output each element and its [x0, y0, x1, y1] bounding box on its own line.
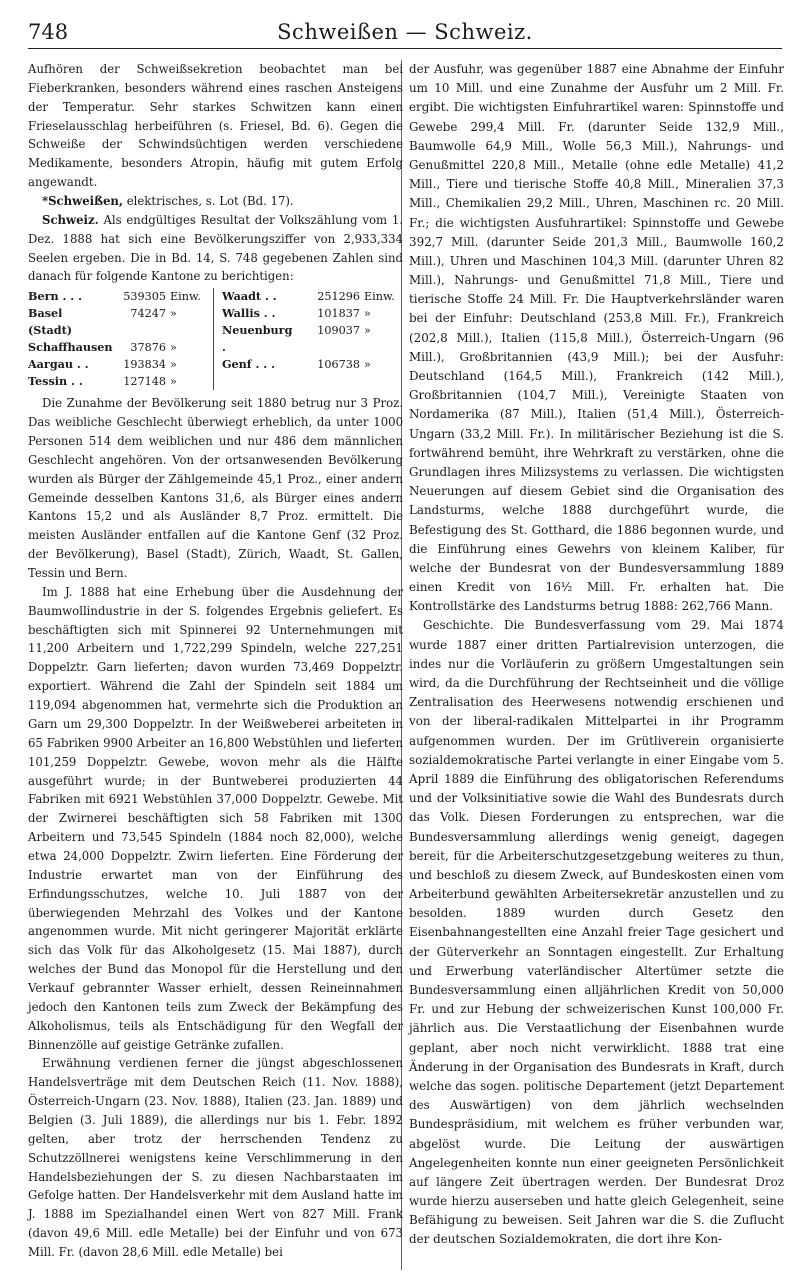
canton-population: 193834 [123, 358, 166, 372]
table-row [28, 373, 209, 390]
canton-name: Schaffhausen [28, 340, 113, 355]
paragraph [28, 211, 403, 286]
table-row [222, 305, 403, 322]
paragraph: Aufhören der Schweißsekretion beobachtet man bei Fieberkranken, besonders während eines raschen Ansteigens der Temperatur. Sehr starkes Schwitzen kann einen Frieselausschlag herbeiführen (s. Friesel, Bd. 6). Gegen die Schweiße der Schwindsüchtigen werden verschiedene Medikamente, besonders Atropin, häufig mit gutem Erfolg angewandt. [28, 62, 403, 190]
unit: » [364, 307, 371, 321]
unit: » [170, 358, 177, 372]
page-number: 748 [28, 20, 69, 44]
paragraph: der Ausfuhr, was gegenüber 1887 eine Abnahme der Einfuhr um 10 Mill. und eine Zunahme der Ausfuhr um 2 Mill. Fr. ergibt. Die wichtigsten Einfuhrartikel waren: Spinnstoffe und Gewebe 299,4 Mill. Fr. (darunter Seide 132,9 Mill., Baumwolle 64,9 Mill., Wolle 56,3 Mill.), Nahrungs- und Genußmittel 220,8 Mill., Metalle (ohne edle Metalle) 41,2 Mill., Tiere und tierische Stoffe 40,8 Mill., Mineralien 37,3 Mill., Chemikalien 29,2 Mill., Uhren, Maschinen rc. 20 Mill. Fr.; die wichtigsten Ausfuhrartikel: Spinnstoffe und Gewebe 392,7 Mill. (darunter Seide 201,3 Mill., Baumwolle 160,2 Mill.), Uhren und Maschinen 104,3 Mill. (darunter Uhren 82 Mill.), Nahrungs- und Genußmittel 71,8 Mill., Tiere und tierische Stoffe 24 Mill. Fr. Die Hauptverkehrsländer waren bei der Einfuhr: Deutschland (253,8 Mill. Fr.), Frankreich (202,8 Mill.), Italien (115,8 Mill.), Österreich-Ungarn (96 Mill.), Großbritannien (43,9 Mill.); bei der Ausfuhr: Deutschland (164,5 Mill.), Frankreich (142 Mill.), Großbritannien (104,7 Mill.), Vereinigte Staaten von Nordamerika (87 Mill.), Italien (51,4 Mill.), Österreich-Ungarn (33,2 Mill. Fr.). In militärischer Beziehung ist die S. fortwährend bemüht, ihre Wehrkraft zu verstärken, ohne die Grundlagen ihres Milizsystems zu verlassen. Die wichtigsten Neuerungen auf diesem Gebiet sind die Organisation des Landsturms, welche 1888 durchgeführt wurde, die Befestigung des St. Gotthard, die 1886 begonnen wurde, und die Einführung eines Gewehrs von kleinem Kaliber, für welche der Bundesrat von der Bundesversammlung 1889 einen Kredit von 16½ Mill. Fr. erhalten hat. Die Kontrollstärke des Landsturms betrug 1888: 262,766 Mann. [409, 62, 784, 614]
canton-population: 539305 [123, 290, 166, 304]
right-column [409, 60, 784, 1250]
paragraph-text: elektrisches, s. Lot (Bd. 17). [123, 194, 294, 209]
unit: » [364, 358, 371, 372]
canton-population: 127148 [123, 375, 166, 389]
canton-population: 251296 [317, 290, 360, 304]
entry-heading: *Schweißen, [42, 194, 123, 209]
canton-name: Wallis . . [222, 306, 276, 321]
canton-population: 74247 [130, 307, 166, 321]
running-title: Schweißen — Schweiz. [277, 20, 533, 44]
left-column [28, 60, 403, 1262]
canton-name: Genf . . . [222, 357, 275, 372]
canton-name: Aargau . . [28, 357, 89, 372]
unit: Einw. [364, 290, 395, 304]
canton-population: 109037 [317, 324, 360, 338]
canton-population: 37876 [130, 341, 166, 355]
entry-heading: Schweiz. [42, 212, 99, 227]
unit: » [364, 324, 371, 338]
paragraph: Geschichte. Die Bundesverfassung vom 29. Mai 1874 wurde 1887 einer dritten Partialrevision unterzogen, die indes nur die Vorläuferin zu größern Umgestaltungen sein wird, da die Durchführung der Rechtseinheit und die völlige Zentralisation des Heerwesens notwendig erschienen und von der liberal-radikalen Mittelpartei in ihr Programm aufgenommen wurden. Der im Grütliverein organisierte sozialdemokratische Partei verlangte in einer Eingabe vom 5. April 1889 die Einführung des obligatorischen Referendums und der Volksinitiative sowie die Wahl des Bundesrats durch das Volk. Diesen Forderungen zu entsprechen, war die Bundesversammlung allerdings wenig geneigt, dagegen bereit, für die Arbeiterschutzgesetzgebung weiteres zu thun, und beschloß zu diesem Zweck, auf Bundeskosten einen vom Arbeiterbund gewählten Arbeitersekretär anzustellen und zu besolden. 1889 wurden durch Gesetz den Eisenbahnangestellten eine Anzahl freier Tage gesichert und der Güterverkehr an Sonntagen eingestellt. Zur Erhaltung und Erwerbung vaterländischer Altertümer setzte die Bundesversammlung einen alljährlichen Kredit von 50,000 Fr. und zur Hebung der schweizerischen Kunst 100,000 Fr. jährlich aus. Die Verstaatlichung der Eisenbahnen wurde geplant, aber noch nicht verwirklicht. 1888 trat eine Änderung in der Organisation des Bundesrats in Kraft, durch welche das sogen. politische Departement (jetzt Departement des Auswärtigen) von dem jährlich wechselnden Bundespräsidium, mit welchem es früher verbunden war, abgelöst wurde. Die Leitung der auswärtigen Angelegenheiten konnte nun einer geeigneten Persönlichkeit auf längere Zeit übertragen werden. Der Bundesrat Droz wurde hierzu auserseben und hatte gleich Gelegenheit, seine Befähigung zu beweisen. Seit Jahren war die S. die Zuflucht der deutschen Sozialdemokraten, die dort ihre Kon- [409, 618, 784, 1247]
table-column [28, 288, 214, 390]
page-header [28, 14, 782, 49]
canton-name: Neuenburg . [222, 323, 293, 355]
paragraph: Die Zunahme der Bevölkerung seit 1880 betrug nur 3 Proz. Das weibliche Geschlecht überwiegt erheblich, da unter 1000 Personen 514 dem weiblichen und nur 486 dem männlichen Geschlecht angehören. Von der ortsanwesenden Bevölkerung wurden als Bürger der Zählgemeinde 45,1 Proz., einer andern Gemeinde desselben Kantons 31,6, als Bürger eines andern Kantons 15,2 und als Ausländer 8,7 Proz. ermittelt. Die meisten Ausländer entfallen auf die Kantone Genf (32 Proz. der Bevölkerung), Basel (Stadt), Zürich, Waadt, St. Gallen, Tessin und Bern. [28, 396, 403, 581]
canton-name: Tessin . . [28, 374, 83, 389]
table-row [28, 288, 209, 305]
table-row [28, 305, 209, 339]
table-row [28, 356, 209, 373]
canton-population: 106738 [317, 358, 360, 372]
unit: » [170, 307, 177, 321]
paragraph-text: Als endgültiges Resultat der Volkszählung vom 1. Dez. 1888 hat sich eine Bevölkerungsziffer von 2,933,334 Seelen ergeben. Die in Bd. 14, S. 748 gegebenen Zahlen sind danach für folgende Kantone zu berichtigen: [28, 212, 403, 284]
table-row [222, 356, 403, 373]
canton-name: Bern . . . [28, 289, 82, 304]
paragraph: Erwähnung verdienen ferner die jüngst abgeschlossenen Handelsverträge mit dem Deutschen Reich (11. Nov. 1888), Österreich-Ungarn (23. Nov. 1888), Italien (23. Jan. 1889) und Belgien (3. Juli 1889), die allerdings nur bis 1. Febr. 1892 gelten, aber trotz der herrschenden Tendenz zu Schutzzöllnerei wenigstens keine Verschlimmerung in den Handelsbeziehungen der S. zu diesen Nachbarstaaten im Gefolge hatten. Der Handelsverkehr mit dem Ausland hatte im J. 1888 im Spezialhandel einen Wert von 827 Mill. Frank (davon 49,6 Mill. edle Metalle) bei der Einfuhr und von 673 Mill. Fr. (davon 28,6 Mill. edle Metalle) bei [28, 1056, 403, 1259]
canton-population: 101837 [317, 307, 360, 321]
population-table [28, 288, 403, 390]
table-row [222, 322, 403, 356]
unit: » [170, 341, 177, 355]
unit: Einw. [170, 290, 201, 304]
unit: » [170, 375, 177, 389]
table-row [222, 288, 403, 305]
paragraph [28, 192, 403, 211]
table-row [28, 339, 209, 356]
table-column [214, 288, 403, 390]
paragraph: Im J. 1888 hat eine Erhebung über die Ausdehnung der Baumwollindustrie in der S. folgendes Ergebnis geliefert. Es beschäftigten sich mit Spinnerei 92 Unternehmungen mit 11,200 Arbeitern und 1,722,299 Spindeln, welche 227,251 Doppelztr. Garn lieferten; davon wurden 73,469 Doppelztr. exportiert. Während die Zahl der Spindeln seit 1884 um 119,094 abgenommen hat, vermehrte sich die Produktion an Garn um 29,300 Doppelztr. In der Weißweberei arbeiteten in 65 Fabriken 9900 Arbeiter an 16,800 Webstühlen und lieferten 101,259 Doppelztr. Gewebe, wovon mehr als die Hälfte ausgeführt wurde; in der Buntweberei produzierten 44 Fabriken mit 6921 Webstühlen 37,000 Doppelztr. Gewebe. Mit der Zwirnerei beschäftigten sich 58 Fabriken mit 1300 Arbeitern und 73,545 Spindeln (1884 noch 82,000), welche etwa 24,000 Doppelztr. Zwirn lieferten. Eine Förderung der Industrie erwartet man von der Einführung des Erfindungsschutzes, welche 10. Juli 1887 von der überwiegenden Mehrzahl des Volkes und der Kantone angenommen wurde. Mit nicht geringerer Majorität erklärte sich das Volk für das Alkoholgesetz (15. Mai 1887), durch welches der Bund das Monopol für die Herstellung und den Verkauf gebrannter Wasser erhielt, dessen Reineinnahmen jedoch den Kantonen teils zum Zweck der Bekämpfung des Alkoholismus, teils als Entschädigung für den Wegfall der Binnenzölle auf geistige Getränke zufallen. [28, 584, 403, 1052]
canton-name: Waadt . . [222, 289, 277, 304]
canton-name: Basel (Stadt) [28, 306, 73, 338]
